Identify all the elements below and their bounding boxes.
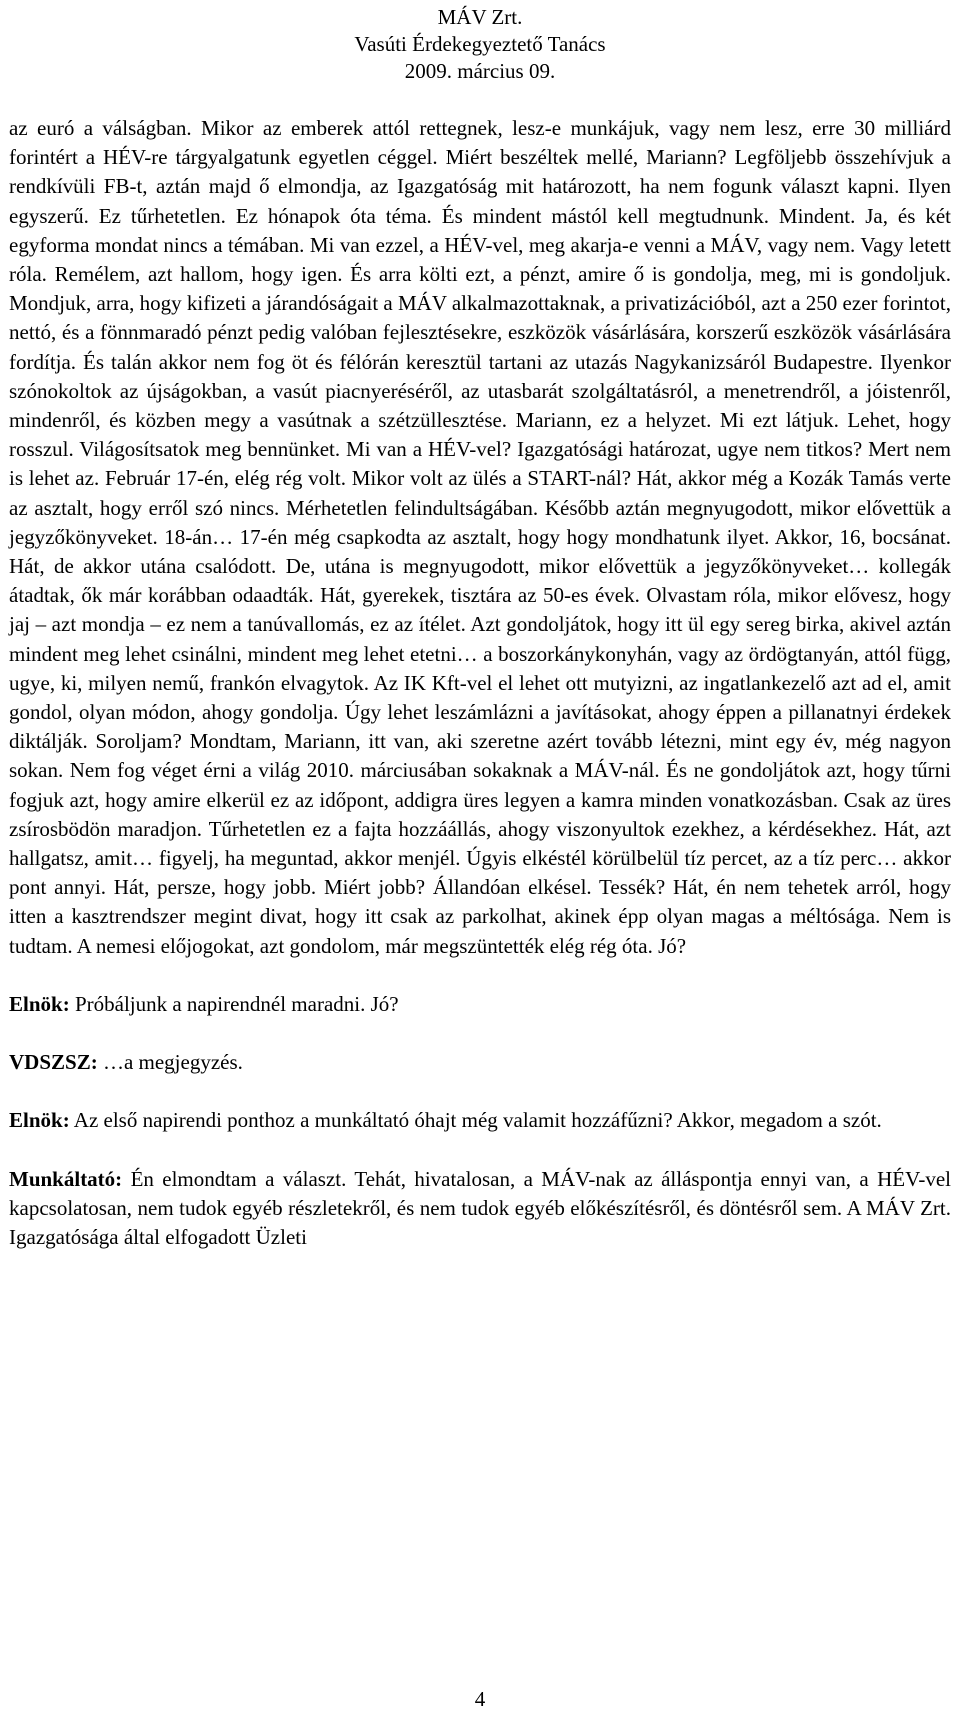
speaker-label: Elnök: xyxy=(9,991,70,1016)
speech-text: …a megjegyzés. xyxy=(97,1050,243,1075)
header-organization: MÁV Zrt. xyxy=(437,5,523,29)
speaker-label: VDSZSZ: xyxy=(9,1050,98,1075)
transcript-entry xyxy=(9,1165,951,1253)
page-header xyxy=(0,4,960,85)
transcript-entry xyxy=(9,990,951,1019)
continued-speech-paragraph: az euró a válságban. Mikor az emberek attól rettegnek, lesz-e munkájuk, vagy nem lesz, erre 30 milliárd forintért a HÉV-re tárgyalgatunk egyetlen céggel. Miért beszéltek mellé, Mariann? Legföljebb összehívjuk a rendkívüli FB-t, aztán majd ő elmondja, az Igazgatóság mit határozott, ha nem fogunk választ kapni. Ilyen egyszerű. Ez tűrhetetlen. Ez hónapok óta téma. És mindent mástól kell megtudnunk. Mindent. Ja, és két egyforma mondat nincs a témában. Mi van ezzel, a HÉV-vel, meg akarja-e venni a MÁV, vagy nem. Vagy letett róla. Remélem, azt hallom, hogy igen. És arra költi ezt, a pénzt, amire ő is gondolja, meg, mi is gondoljuk. Mondjuk, arra, hogy kifizeti a járandóságait a MÁV alkalmazottaknak, a privatizációból, azt a 250 ezer forintot, nettó, és a fönnmaradó pénzt pedig valóban fejlesztésekre, eszközök vásárlására, korszerű eszközök vásárlására fordítja. És talán akkor nem fog öt és félórán keresztül tartani az utazás Nagykanizsáról Budapestre. Ilyenkor szónokoltok az újságokban, a vasút piacnyeréséről, az utasbarát szolgáltatásról, a menetrendről, a jóistenről, mindenről, és közben megy a vasútnak a szétzüllesztése. Mariann, ez a helyzet. Mi ezt látjuk. Lehet, hogy rosszul. Világosítsatok meg bennünket. Mi van a HÉV-vel? Igazgatósági határozat, ugye nem titkos? Mert nem is lehet az. Február 17-én, elég rég volt. Mikor volt az ülés a START-nál? Hát, akkor még a Kozák Tamás verte az asztalt, hogy erről szó nincs. Mérhetetlen felindultságában. Később aztán megnyugodott, mikor elővettük a jegyzőkönyveket. 18-án… 17-én még csapkodta az asztalt, hogy hogy mondhatunk ilyet. Akkor, 16, bocsánat. Hát, de akkor utána csalódott. De, utána is megnyugodott, mikor elővettük a jegyzőkönyveket… kollegák átadtak, ők már korábban odaadták. Hát, gyerekek, tisztára az 50-es évek. Olvastam róla, mikor elővesz, hogy jaj – azt mondja – ez nem a tanúvallomás, ez az ítélet. Azt gondoljátok, hogy itt ül egy sereg birka, akivel aztán mindent meg lehet csinálni, mindent meg lehet etetni… a boszorkánykonyhán, vagy az ördögtanyán, attól függ, ugye, ki, milyen nemű, frankón elvagytok. Az IK Kft-vel el lehet ott mutyizni, az ingatlankezelő azt ad el, amit gondol, olyan módon, ahogy gondolja. Úgy lehet leszámlázni a javításokat, ahogy éppen a pillanatnyi érdekek diktálják. Soroljam? Mondtam, Mariann, itt van, aki szeretne azért tovább létezni, mint egy év, még nagyon sokan. Nem fog véget érni a világ 2010. márciusában sokaknak a MÁV-nál. És ne gondoljátok azt, hogy tűrni fogjuk azt, hogy amire elkerül ez az időpont, addigra üres legyen a kamra minden vonatkozásban. Csak az üres zsírosbödön maradjon. Tűrhetetlen ez a fajta hozzáállás, ahogy viszonyultok ezekhez, a kérdésekhez. Hát, azt hallgatsz, amit… figyelj, ha meguntad, akkor menjél. Úgyis elkéstél körülbelül tíz percet, az a tíz perc… akkor pont annyi. Hát, persze, hogy jobb. Miért jobb? Állandóan elkésel. Tessék? Hát, én nem tehetek arról, hogy itten a kasztrendszer megint divat, hogy itt csak az parkolhat, akinek épp olyan magas a méltósága. Nem is tudtam. A nemesi előjogokat, azt gondolom, már megszüntették elég rég óta. Jó? xyxy=(9,116,951,958)
page-number: 4 xyxy=(474,1687,486,1711)
speech-text: Az első napirendi ponthoz a munkáltató óhajt még valamit hozzáfűzni? Akkor, megadom a szót. xyxy=(69,1108,882,1133)
transcript-entry xyxy=(9,1106,951,1135)
speech-text: Próbáljunk a napirendnél maradni. Jó? xyxy=(69,991,399,1016)
speaker-label: Elnök: xyxy=(9,1108,70,1133)
header-council-name: Vasúti Érdekegyeztető Tanács xyxy=(354,32,606,56)
page-footer xyxy=(0,1686,960,1713)
speech-text: Én elmondtam a választ. Tehát, hivatalosan, a MÁV-nak az álláspontja ennyi van, a HÉV-vel kapcsolatosan, nem tudok egyéb részletekről, és nem tudok egyéb előkészítésről, és döntésről sem. A MÁV Zrt. Igazgatósága által elfogadott Üzleti xyxy=(9,1166,951,1249)
transcript-body xyxy=(9,114,951,1252)
header-date: 2009. március 09. xyxy=(404,59,556,83)
transcript-entry xyxy=(9,1048,951,1077)
speaker-label: Munkáltató: xyxy=(9,1166,123,1191)
